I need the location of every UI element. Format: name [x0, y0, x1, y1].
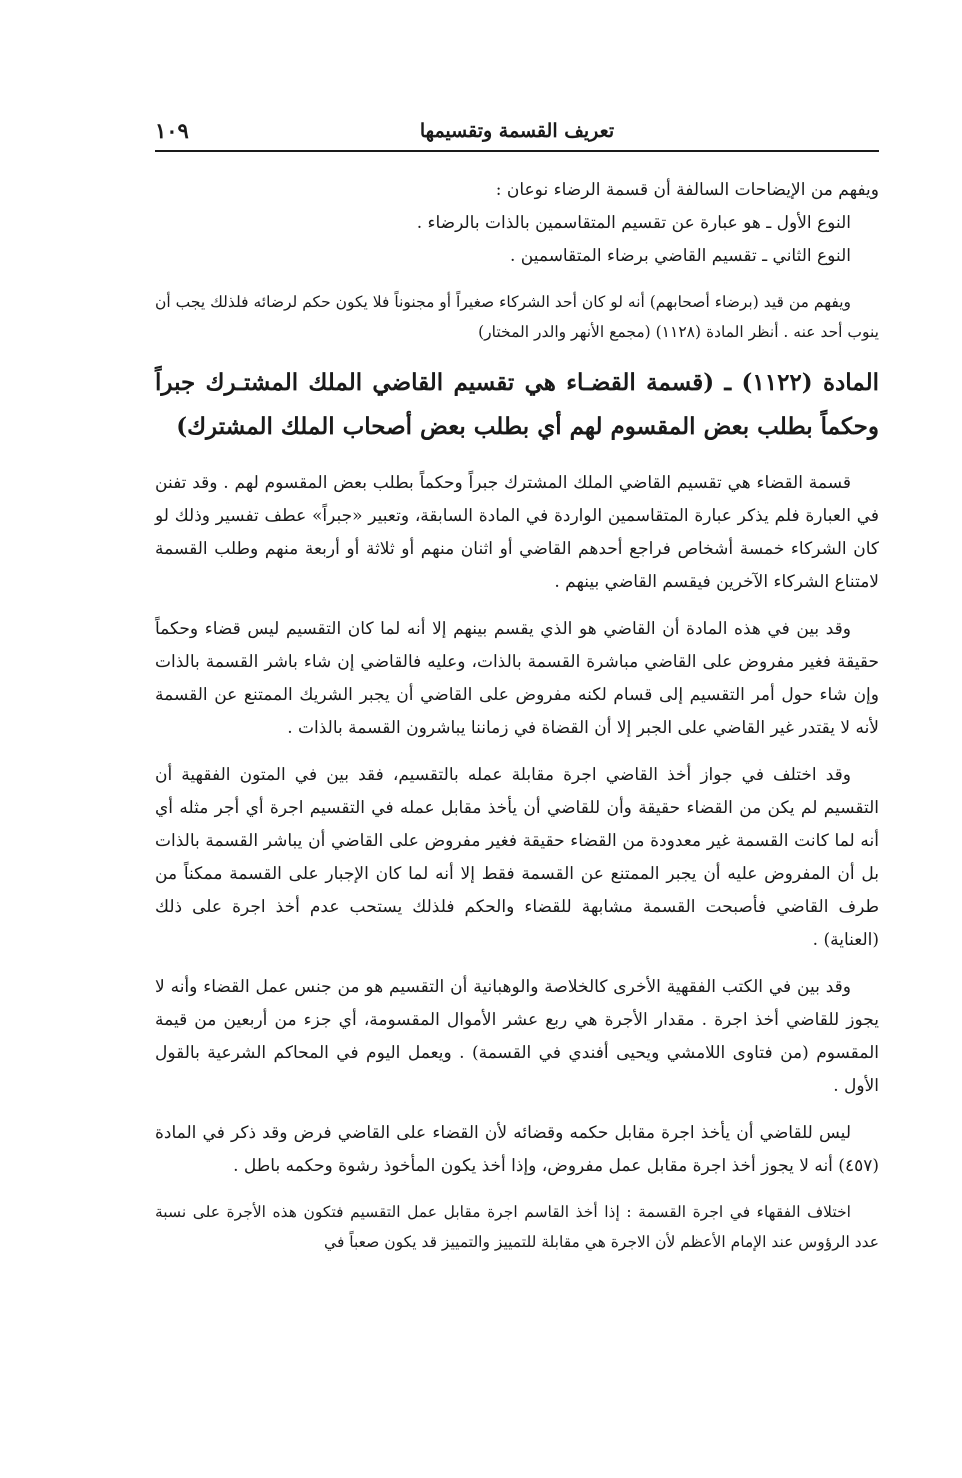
intro-type-2: النوع الثاني ـ تقسيم القاضي برضاء المتقاسمين .: [509, 246, 851, 266]
article-heading: المادة (١١٢٢) ـ (قسمة القضـاء هي تقسيم القاضي الملك المشتـرك جبراً وحكماً بطلب بعض المقسوم لهم أي بطلب بعض أصحاب الملك المشترك): [155, 369, 879, 440]
paragraph-5: ليس للقاضي أن يأخذ اجرة مقابل حكمه وقضائه لأن القضاء على القاضي فرض وقد ذكر في المادة (٤٥٧) أنه لا يجوز أخذ اجرة مقابل عمل مفروض، وإذا أخذ يكون المأخوذ رشوة وحكمه باطل .: [155, 1123, 879, 1176]
page-number: ١٠٩: [155, 118, 189, 143]
book-page: [155, 118, 879, 1438]
paragraph-2: وقد بين في هذه المادة أن القاضي هو الذي يقسم بينهم إلا أنه لما كان التقسيم ليس قضاء وحكماً حقيقة فغير مفروض على القاضي مباشرة القسمة بالذات، وعليه فالقاضي إن شاء باشر القسمة بالذات وإن شاء حول أمر التقسيم إلى قسام لكنه مفروض على القاضي أن يجبر الشريك الممتنع عن القسمة لأنه لا يقتدر غير القاضي على الجبر إلا أن القضاة في زماننا يباشرون القسمة بالذات .: [155, 619, 879, 738]
running-title: تعريف القسمة وتقسيمها: [419, 120, 615, 142]
page-content: [155, 174, 879, 1257]
explanatory-note: ويفهم من قيد (برضاء أصحابهم) أنه لو كان أحد الشركاء صغيراً أو مجنوناً فلا يكون حكم لرضائه فلذلك يجب أن ينوب أحد عنه . أنظر المادة (١١٢٨) (مجمع الأنهر والدر المختار): [155, 293, 879, 341]
page-header: [155, 118, 879, 152]
closing-note: اختلاف الفقهاء في اجرة القسمة : إذا أخذ القاسم اجرة مقابل عمل التقسيم فتكون هذه الأجرة على نسبة عدد الرؤوس عند الإمام الأعظم لأن الاجرة هي مقابلة للتمييز والتمييز قد يكون صعباً في: [155, 1203, 879, 1251]
intro-type-1: النوع الأول ـ هو عبارة عن تقسيم المتقاسمين بالذات بالرضاء .: [416, 213, 851, 233]
paragraph-1: قسمة القضاء هي تقسيم القاضي الملك المشترك جبراً وحكماً بطلب بعض المقسوم لهم . وقد تفنن في العبارة فلم يذكر عبارة المتقاسمين الواردة في المادة السابقة، وتعبير «جبراً» عطف تفسير وذلك لو كان الشركاء خمسة أشخاص فراجع أحدهم القاضي أو اثنان منهم أو ثلاثة أو أربعة منهم وطلب القسمة لامتناع الشركاء الآخرين فيقسم القاضي بينهم .: [155, 473, 879, 592]
paragraph-4: وقد بين في الكتب الفقهية الأخرى كالخلاصة والوهبانية أن التقسيم هو من جنس عمل القضاء وأنه لا يجوز للقاضي أخذ اجرة . مقدار الأجرة هي ربع عشر الأموال المقسومة، أي جزء من أربعين من قيمة المقسوم (من فتاوى اللامشي ويحيى أفندي في القسمة) . ويعمل اليوم في المحاكم الشرعية بالقول الأول .: [155, 977, 879, 1096]
paragraph-3: وقد اختلف في جواز أخذ القاضي اجرة مقابلة عمله بالتقسيم، فقد بين في المتون الفقهية أن التقسيم لم يكن من القضاء حقيقة وأن للقاضي أن يأخذ مقابل عمله في التقسيم اجرة أي أجر مثله أي أنه لما كانت القسمة غير معدودة من القضاء حقيقة فغير مفروض على القاضي أن يباشر القسمة بالذات بل أن المفروض عليه أن يجبر الممتنع عن القسمة فقط إلا أنه لما كان الإجبار على القسمة ممكناً من طرف القاضي فأصبحت القسمة مشابهة للقضاء والحكم فلذلك يستحب عدم أخذ اجرة على ذلك (العناية) .: [155, 765, 879, 950]
intro-lead: ويفهم من الإيضاحات السالفة أن قسمة الرضاء نوعان :: [495, 180, 879, 200]
